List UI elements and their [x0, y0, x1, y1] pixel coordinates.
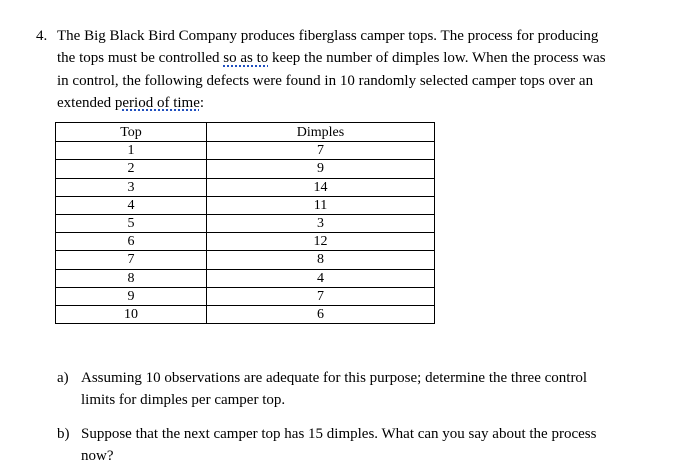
cell-dimples: 3	[207, 214, 435, 232]
cell-top: 2	[56, 160, 207, 178]
cell-dimples: 4	[207, 269, 435, 287]
sub-question-text: Suppose that the next camper top has 15 dimples. What can you say about the process	[81, 426, 597, 442]
intro-line: the tops must be controlled so as to keep the number of dimples low. When the process was	[57, 50, 606, 67]
grammar-underline: so as to	[223, 50, 269, 67]
sub-question-text: limits for dimples per camper top.	[81, 392, 286, 408]
table-row	[56, 233, 435, 251]
cell-top: 5	[56, 214, 207, 232]
table-row	[56, 142, 435, 160]
cell-dimples: 14	[207, 178, 435, 196]
cell-dimples: 7	[207, 287, 435, 305]
intro-line: in control, the following defects were found in 10 randomly selected camper tops over an	[57, 72, 594, 89]
column-header-top: Top	[56, 123, 207, 142]
grammar-underline: period of time	[114, 94, 200, 111]
table-row	[56, 251, 435, 269]
question-number: 4.	[36, 28, 48, 44]
cell-dimples: 9	[207, 160, 435, 178]
cell-dimples: 7	[207, 142, 435, 160]
cell-dimples: 8	[207, 251, 435, 269]
sub-question-text: now?	[81, 448, 114, 464]
sub-question-label: b)	[57, 426, 70, 442]
cell-top: 3	[56, 178, 207, 196]
cell-dimples: 12	[207, 233, 435, 251]
dimples-table	[55, 122, 435, 324]
table-body	[56, 142, 435, 324]
cell-dimples: 6	[207, 305, 435, 323]
cell-dimples: 11	[207, 196, 435, 214]
cell-top: 6	[56, 233, 207, 251]
sub-question-text: Assuming 10 observations are adequate for this purpose; determine the three control	[81, 370, 588, 386]
question-intro	[57, 25, 657, 114]
table-row	[56, 196, 435, 214]
sub-question-a	[57, 367, 587, 411]
intro-line: The Big Black Bird Company produces fiberglass camper tops. The process for producing	[57, 28, 599, 44]
table-row	[56, 287, 435, 305]
table-row	[56, 305, 435, 323]
column-header-dimples: Dimples	[207, 123, 435, 142]
table-row	[56, 160, 435, 178]
sub-question-label: a)	[57, 370, 69, 386]
table-header-row	[56, 123, 435, 142]
cell-top: 4	[56, 196, 207, 214]
table-row	[56, 214, 435, 232]
cell-top: 10	[56, 305, 207, 323]
table-row	[56, 178, 435, 196]
table-row	[56, 269, 435, 287]
cell-top: 1	[56, 142, 207, 160]
sub-question-b	[57, 423, 596, 467]
cell-top: 7	[56, 251, 207, 269]
cell-top: 9	[56, 287, 207, 305]
intro-line: extended period of time:	[57, 94, 205, 111]
cell-top: 8	[56, 269, 207, 287]
